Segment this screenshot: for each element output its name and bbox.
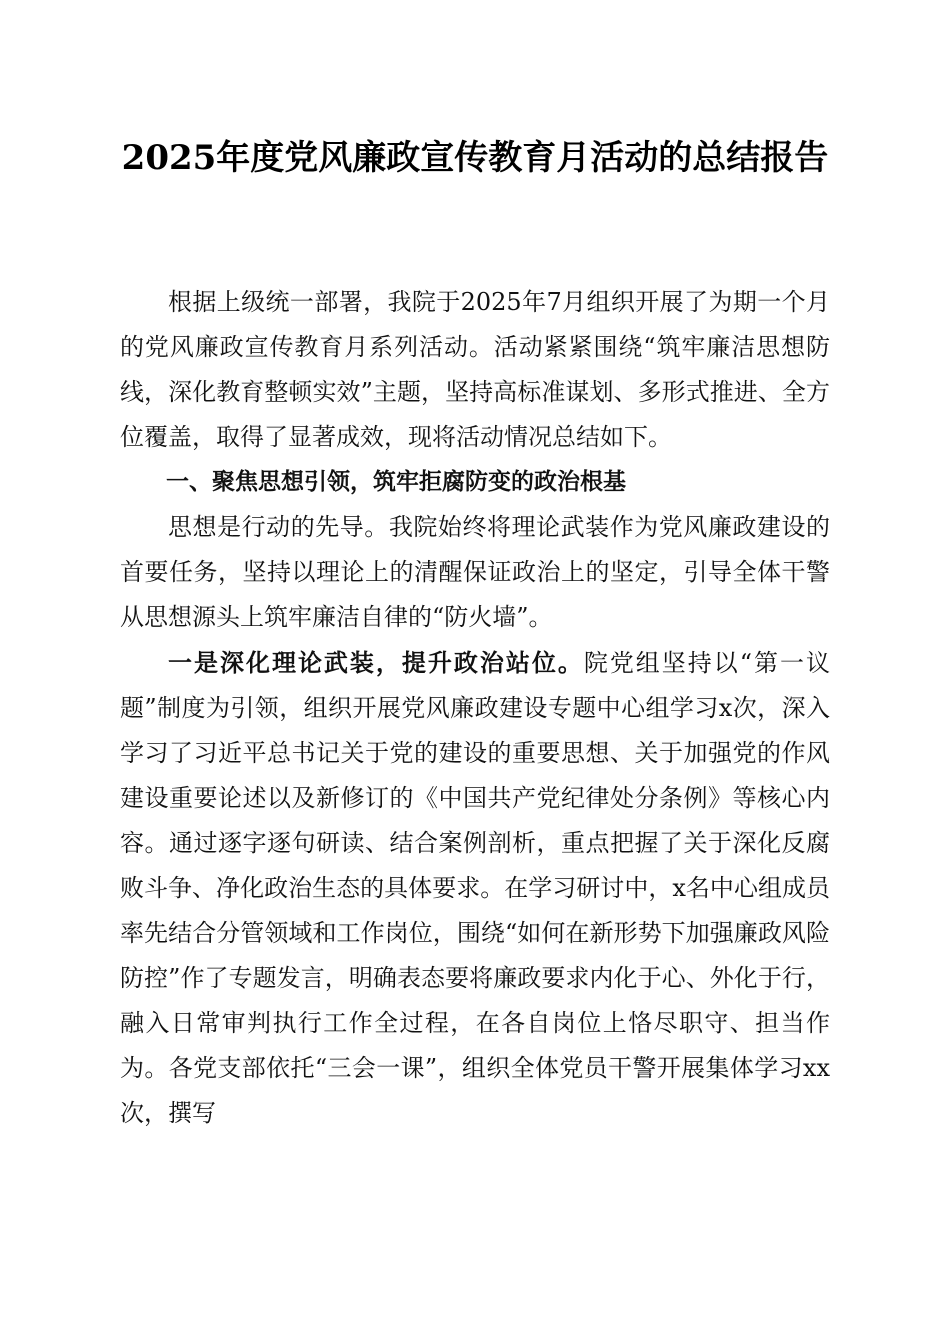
point-lead: 一是深化理论武装，提升政治站位。	[168, 648, 584, 677]
intro-paragraph: 根据上级统一部署，我院于2025年7月组织开展了为期一个月的党风廉政宣传教育月系列活动。活动紧紧围绕“筑牢廉洁思想防线，深化教育整顿实效”主题，坚持高标准谋划、多形式推进、全方位覆盖，取得了显著成效，现将活动情况总结如下。	[120, 288, 830, 451]
point-paragraph	[120, 640, 830, 1136]
section-paragraph: 思想是行动的先导。我院始终将理论武装作为党风廉政建设的首要任务，坚持以理论上的清醒保证政治上的坚定，引导全体干警从思想源头上筑牢廉洁自律的“防火墙”。	[120, 513, 830, 631]
section-heading: 一、聚焦思想引领，筑牢拒腐防变的政治根基	[166, 469, 626, 495]
point-text: 院党组坚持以“第一议题”制度为引领，组织开展党风廉政建设专题中心组学习x次，深入学习了习近平总书记关于党的建设的重要思想、关于加强党的作风建设重要论述以及新修订的《中国共产党纪律处分条例》等核心内容。通过逐字逐句研读、结合案例剖析，重点把握了关于深化反腐败斗争、净化政治生态的具体要求。在学习研讨中，x名中心组成员率先结合分管领域和工作岗位，围绕“如何在新形势下加强廉政风险防控”作了专题发言，明确表态要将廉政要求内化于心、外化于行，融入日常审判执行工作全过程，在各自岗位上恪尽职守、担当作为。各党支部依托“三会一课”，组织全体党员干警开展集体学习xx次，撰写	[120, 649, 830, 1127]
document-body	[120, 280, 830, 1136]
document-title: 2025年度党风廉政宣传教育月活动的总结报告	[121, 138, 829, 178]
